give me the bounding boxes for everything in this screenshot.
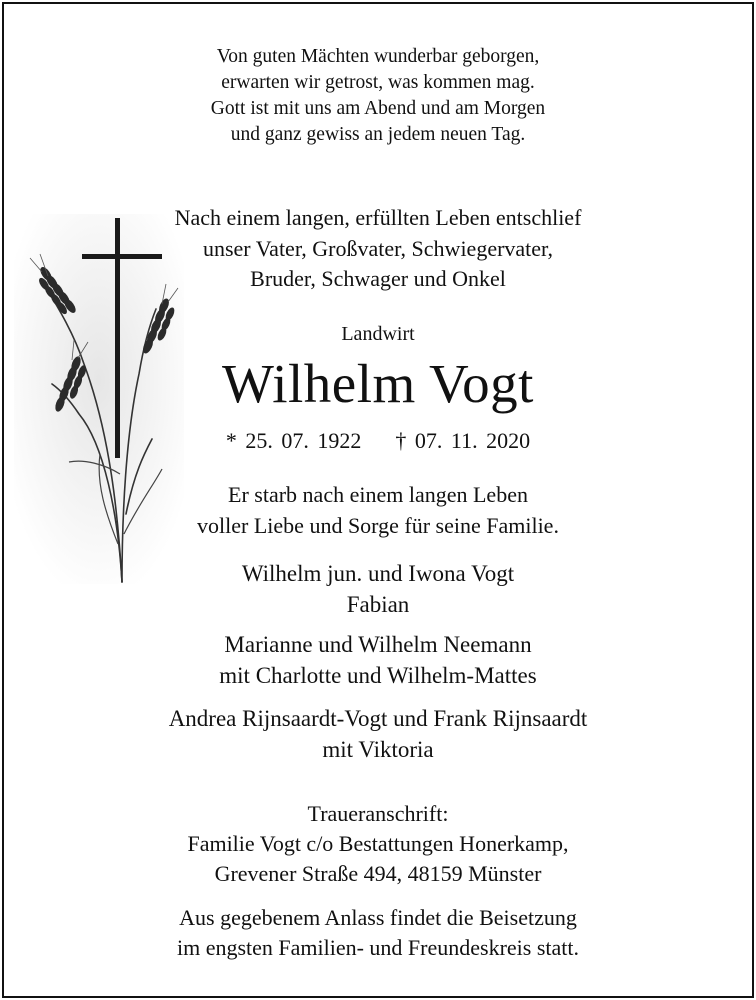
poem [0, 44, 756, 148]
life-dates [0, 426, 756, 456]
funeral-note [0, 903, 756, 963]
intro-line: unser Vater, Großvater, Schwiegervater, [202, 235, 554, 261]
family-group [0, 704, 756, 765]
family-line: Fabian [346, 591, 410, 617]
address-line: Traueranschrift: [307, 801, 449, 826]
funeral-line: im engsten Familien- und Freundeskreis statt. [176, 935, 580, 960]
poem-line: Von guten Mächten wunderbar geborgen, [216, 46, 540, 67]
deceased-name: Wilhelm Vogt [222, 353, 534, 414]
address-line: Familie Vogt c/o Bestattungen Honerkamp, [187, 831, 569, 856]
mourning-address [0, 799, 756, 889]
deceased-profession: Landwirt [341, 323, 415, 345]
family-line: mit Viktoria [322, 736, 434, 762]
poem-line: Gott ist mit uns am Abend und am Morgen [210, 98, 546, 119]
birth-date: * 25. 07. 1922 [225, 428, 362, 453]
statement [0, 480, 756, 541]
statement-line: Er starb nach einem langen Leben [228, 482, 528, 507]
death-date: † 07. 11. 2020 [395, 428, 531, 453]
family-group [0, 559, 756, 620]
poem-line: und ganz gewiss an jedem neuen Tag. [230, 124, 526, 145]
family-group [0, 630, 756, 691]
statement-line: voller Liebe und Sorge für seine Familie. [197, 512, 559, 538]
intro-line: Bruder, Schwager und Onkel [250, 266, 506, 291]
poem-line: erwarten wir getrost, was kommen mag. [221, 72, 535, 93]
funeral-line: Aus gegebenem Anlass findet die Beisetzung [179, 905, 577, 930]
family-line: Wilhelm jun. und Iwona Vogt [241, 561, 515, 586]
family-line: Andrea Rijnsaardt-Vogt und Frank Rijnsaardt [168, 706, 588, 731]
family-line: Marianne und Wilhelm Neemann [224, 632, 532, 657]
family-line: mit Charlotte und Wilhelm-Mattes [219, 662, 537, 688]
address-line: Grevener Straße 494, 48159 Münster [214, 861, 542, 886]
death-announcement-intro [0, 203, 756, 295]
intro-line: Nach einem langen, erfüllten Leben entschlief [174, 205, 582, 230]
